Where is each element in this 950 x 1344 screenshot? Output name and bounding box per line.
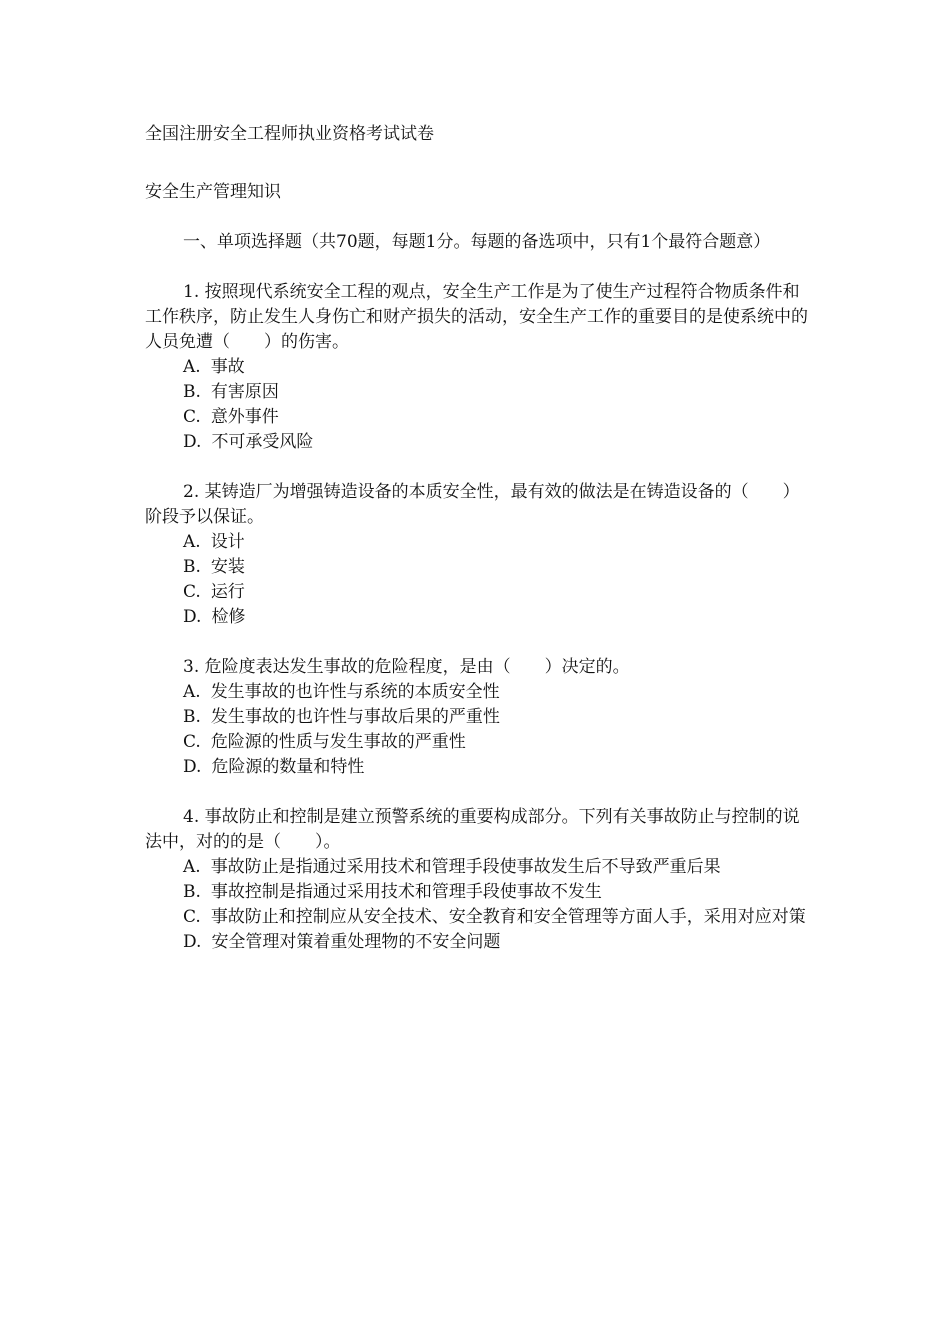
option-b [145,880,810,905]
option-letter: A. [183,857,201,877]
question-stem: 1. 按照现代系统安全工程的观点，安全生产工作是为了使生产过程符合物质条件和工作秩序，防止发生人身伤亡和财产损失的活动，安全生产工作的重要目的是使系统中的人员免遭（ ）的伤害。 [145,282,808,352]
option-b [145,380,810,405]
option-letter: B. [183,707,201,727]
option-text: 事故防止是指通过采用技术和管理手段使事故发生后不导致严重后果 [210,857,721,877]
question-3 [145,655,810,780]
document-title: 全国注册安全工程师执业资格考试试卷 [145,124,434,144]
option-text: 事故 [210,357,245,377]
option-text: 不可承受风险 [211,432,314,452]
option-a [145,680,810,705]
document-subject: 安全生产管理知识 [145,182,281,202]
option-d [145,430,810,455]
option-text: 检修 [211,607,246,627]
option-d [145,755,810,780]
option-letter: B. [183,382,201,402]
option-letter: C. [183,582,201,602]
option-d [145,605,810,630]
question-stem: 4. 事故防止和控制是建立预警系统的重要构成部分。下列有关事故防止与控制的说法中，对的的是（ ）。 [145,807,800,852]
section-heading: 一、单项选择题（共70题，每题1分。每题的备选项中，只有1个最符合题意） [183,232,771,252]
option-a [145,355,810,380]
option-letter: D. [183,607,202,627]
document-page [145,122,810,955]
question-4 [145,805,810,955]
option-text: 事故控制是指通过采用技术和管理手段使事故不发生 [210,882,602,902]
option-text: 设计 [210,532,245,552]
option-letter: B. [183,557,201,577]
option-a [145,530,810,555]
option-letter: C. [183,732,201,752]
option-text: 安全管理对策着重处理物的不安全问题 [211,932,501,952]
question-stem: 2. 某铸造厂为增强铸造设备的本质安全性，最有效的做法是在铸造设备的（ ）阶段予以保证。 [145,482,800,527]
option-text: 安装 [210,557,245,577]
question-1 [145,280,810,455]
option-letter: A. [183,532,201,552]
option-d [145,930,810,955]
option-b [145,705,810,730]
option-c [145,405,810,430]
option-c [145,730,810,755]
option-letter: C. [183,907,201,927]
option-c [145,580,810,605]
option-letter: C. [183,407,201,427]
option-letter: D. [183,757,202,777]
option-letter: B. [183,882,201,902]
option-text: 有害原因 [210,382,279,402]
option-text: 事故防止和控制应从安全技术、安全教育和安全管理等方面人手，采用对应对策 [210,907,806,927]
question-stem: 3. 危险度表达发生事故的危险程度，是由（ ）决定的。 [183,657,630,677]
option-text: 发生事故的也许性与系统的本质安全性 [210,682,500,702]
option-text: 危险源的性质与发生事故的严重性 [210,732,466,752]
option-text: 意外事件 [210,407,279,427]
option-letter: A. [183,357,201,377]
option-text: 运行 [210,582,245,602]
option-letter: A. [183,682,201,702]
option-letter: D. [183,932,202,952]
option-b [145,555,810,580]
option-letter: D. [183,432,202,452]
option-text: 发生事故的也许性与事故后果的严重性 [210,707,500,727]
option-c [145,905,810,930]
option-a [145,855,810,880]
question-2 [145,480,810,630]
option-text: 危险源的数量和特性 [211,757,365,777]
